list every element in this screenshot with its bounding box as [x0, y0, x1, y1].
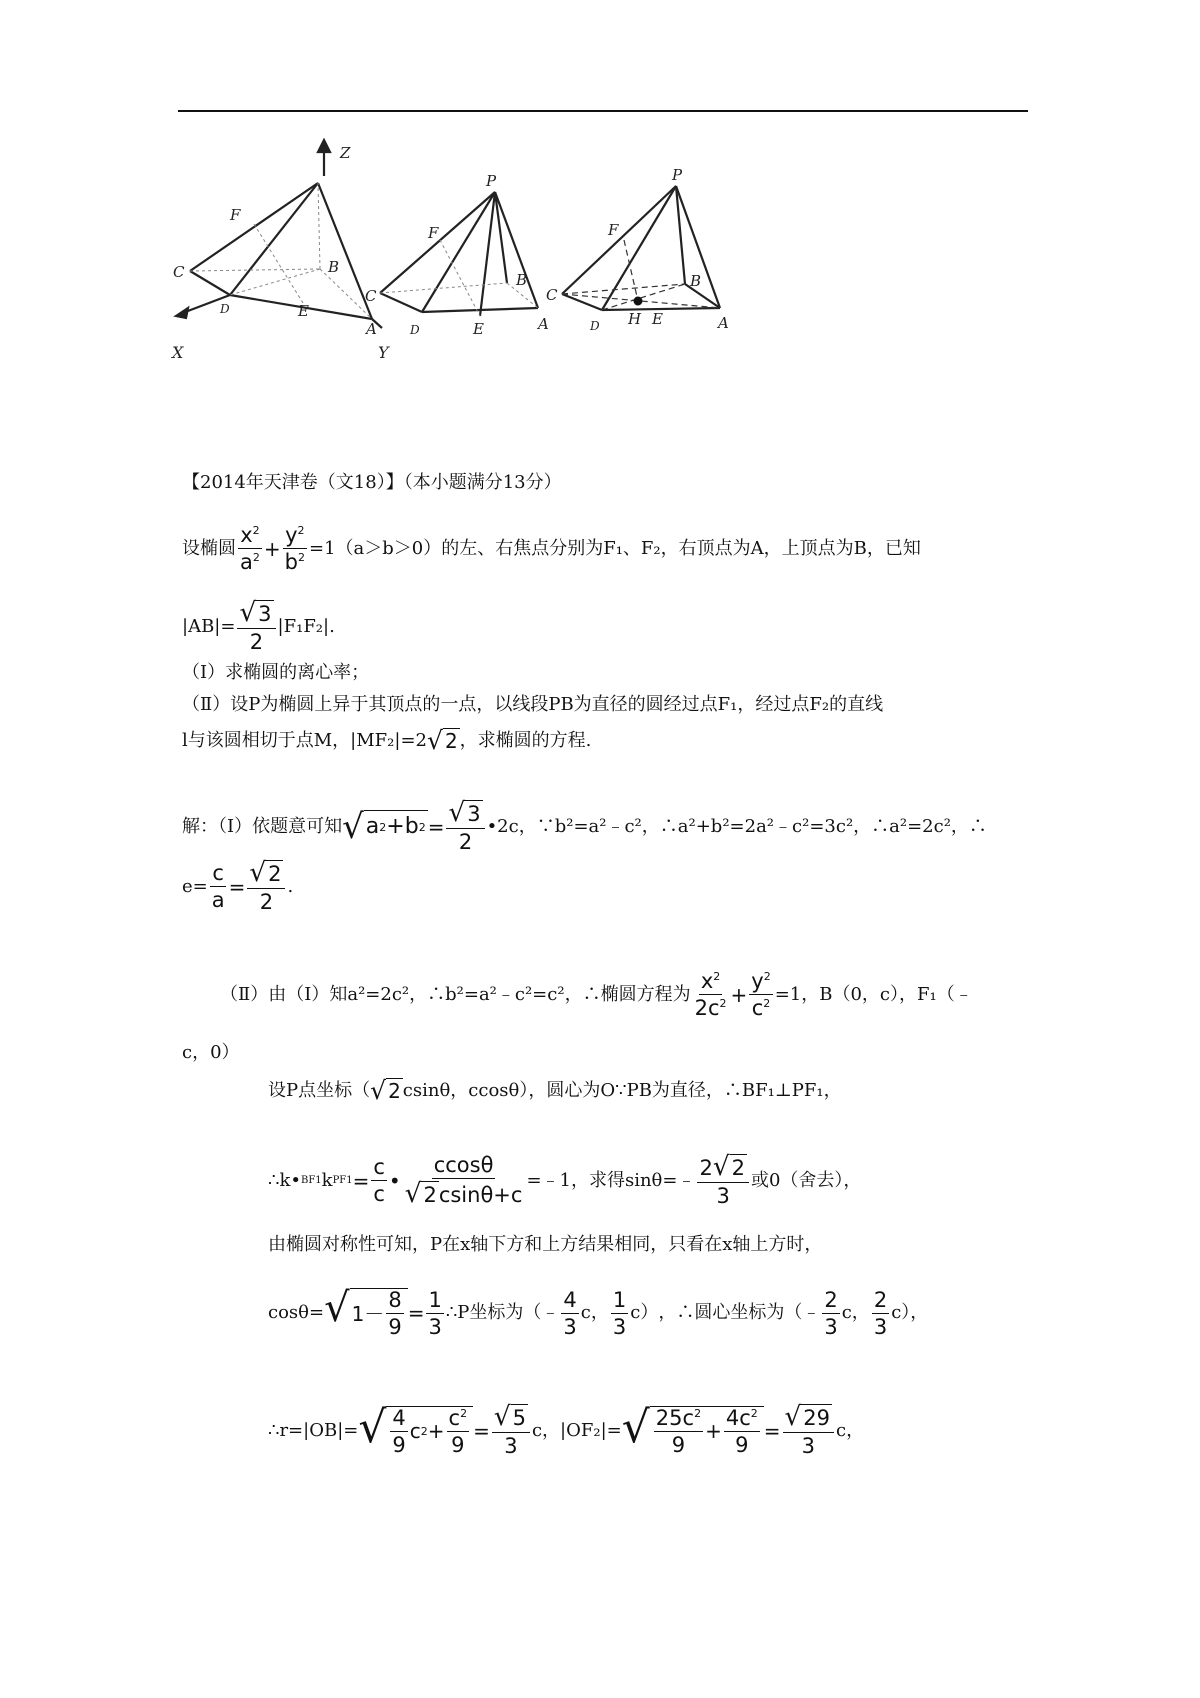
- axis-label-z: Z: [340, 144, 351, 162]
- point-h-dot: [634, 297, 643, 306]
- axis-label-y: Y: [378, 343, 389, 362]
- ab-condition-line: [182, 600, 335, 653]
- e-end: .: [287, 875, 294, 897]
- part2-text1: （Ⅱ）设P为椭圆上异于其顶点的一点，以线段PB为直径的圆经过点F₁，经过点F₂的直线: [182, 694, 884, 715]
- solution-line4: ∴k• BF1 k PF1 = $\frac{c}{c}$ • ccosθ √ 2 csinθ+c =﹣1，求得sinθ=﹣ 2 √ 2 3 或0（舍去），: [268, 1152, 862, 1210]
- c-over-a: $\frac{c}{a}$: [211, 861, 225, 913]
- fig1-label-a: A: [366, 320, 377, 338]
- fig3-label-b: B: [690, 272, 702, 290]
- solution-line5: [268, 1236, 822, 1254]
- part2-line1: [182, 696, 883, 714]
- s1-prefix: 解：（Ⅰ）依题意可知: [182, 815, 343, 837]
- s3-suffix: csinθ，ccosθ），圆心为O∵PB为直径，∴BF₁⊥PF₁，: [402, 1079, 842, 1101]
- two-thirds: $\frac{2}{3}$: [824, 1287, 838, 1339]
- s6-prefix: cosθ=: [268, 1302, 325, 1324]
- y2-over-b2: $\frac{y^2}{b^2}$: [284, 523, 305, 575]
- s2-suffix: =1，B（0，c），F₁（﹣: [774, 983, 973, 1005]
- solution-line2-cont: [182, 1044, 240, 1062]
- part1-text: （Ⅰ）求椭圆的离心率；: [182, 662, 370, 683]
- solution-line3: [268, 1078, 842, 1103]
- stmt-prefix: 设椭圆: [182, 537, 236, 559]
- s6-end: ），: [901, 1302, 929, 1324]
- s4-sub1: BF1: [300, 1174, 322, 1186]
- ab-prefix: |AB|=: [182, 615, 236, 637]
- part2-text2-prefix: l与该圆相切于点M，|MF₂|=2: [182, 729, 427, 751]
- one-third: $\frac{1}{3}$: [428, 1287, 442, 1339]
- stmt-suffix: =1（a＞b＞0）的左、右焦点分别为F₁、F₂，右顶点为A，上顶点为B，已知: [308, 537, 921, 559]
- fig3-label-p: P: [672, 166, 683, 184]
- fig3-label-e: E: [652, 310, 663, 328]
- solution-line7: ∴r=|OB|= √ $\frac{4}{9}$ c 2 + $\frac{c^2}{9}$ = √ 5 3 c ，|OF₂|= √ $\frac{25c^2}{9}$ + $\frac{4c^2}{9}$ = √ 29 3 c ，: [268, 1401, 865, 1459]
- solution-line2: （Ⅱ）由（Ⅰ）知a²=2c²，∴b²=a²﹣c²=c²，∴椭圆方程为 $\frac{x^2}{2c^2}$ + $\frac{y^2}{c^2}$ =1，B（0，c），F₁（﹣: [220, 969, 973, 1021]
- solution-line1: 解：（Ⅰ）依题意可知 √ a 2 +b 2 = √ 3 2 •2c，∵b²=a²﹣c²，∴a²+b²=2a²﹣c²=3c²，∴a²=2c²，∴: [182, 798, 987, 855]
- sqrt2: √ 2: [427, 726, 458, 755]
- s4-sub2: PF1: [332, 1174, 353, 1186]
- x2-over-a2: $\frac{x^2}{a^2}$: [240, 523, 260, 575]
- sqrt-1-minus-8-9: √ 1－ $\frac{8}{9}$: [324, 1288, 408, 1338]
- header-rule: [178, 110, 1028, 112]
- sqrt3-over-2: √ 3 2: [237, 600, 275, 653]
- problem-header: [182, 474, 562, 492]
- 2sqrt2-over-3: 2 √ 2 3: [697, 1154, 748, 1207]
- problem-header-text: 【2014年天津卷（文18）】（本小题满分13分）: [182, 472, 562, 493]
- fig2-label-d: D: [410, 323, 420, 337]
- sqrt-a2-plus-b2: √ a 2 +b 2: [342, 806, 426, 847]
- fig3-label-a: A: [718, 314, 729, 332]
- fig2-label-p: P: [486, 172, 497, 190]
- fig3-label-c: C: [546, 286, 558, 304]
- s4-prefix: ∴k•: [268, 1169, 301, 1191]
- sqrt-of2-expression: √ $\frac{25c^2}{9}$ + $\frac{4c^2}{9}$: [622, 1406, 764, 1456]
- fig1-label-c: C: [173, 263, 185, 281]
- fig1-label-e: E: [298, 302, 309, 320]
- s4-k: k: [321, 1169, 333, 1191]
- y2-over-c2: $\frac{y^2}{c^2}$: [751, 969, 771, 1021]
- part2-text2-suffix: ，求椭圆的方程.: [459, 729, 592, 751]
- x2-over-2c2: $\frac{x^2}{2c^2}$: [694, 969, 727, 1021]
- s2-prefix: （Ⅱ）由（Ⅰ）知a²=2c²，∴b²=a²﹣c²=c²，∴椭圆方程为: [220, 983, 691, 1005]
- part2-line2: [182, 728, 591, 753]
- s4-mid: =﹣1，求得sinθ=﹣: [526, 1169, 696, 1191]
- s6-mid2: ，∴圆心坐标为（﹣: [658, 1302, 821, 1324]
- sqrt29-over-3: √ 29 3: [783, 1404, 834, 1457]
- solution-e-line: e= $\frac{c}{a}$ = √ 2 2 .: [182, 858, 294, 915]
- four-thirds: $\frac{4}{3}$: [563, 1287, 577, 1339]
- e-prefix: e=: [182, 875, 208, 897]
- fig2-label-a: A: [538, 315, 549, 333]
- fig2-label-f: F: [428, 224, 439, 242]
- fig1-label-b: B: [328, 258, 340, 276]
- fig3-label-h: H: [628, 310, 642, 328]
- one-third-b: $\frac{1}{3}$: [612, 1287, 627, 1339]
- solution-line6: cosθ= √ 1－ $\frac{8}{9}$ = $\frac{1}{3}$ ∴P坐标为（﹣ $\frac{4}{3}$ c， $\frac{1}{3}$ c） ，∴圆心坐标为（﹣ $\frac{2}{3}$ c， $\frac{2}{3}$ c ），: [268, 1285, 929, 1340]
- fig2-label-c: C: [365, 287, 377, 305]
- sqrt3-over-2-b: √ 3 2: [446, 800, 484, 853]
- ab-suffix: |F₁F₂|.: [277, 615, 335, 637]
- s7-end: ，: [846, 1419, 865, 1441]
- fig1-label-f: F: [230, 206, 241, 224]
- s7-prefix: ∴r=|OB|=: [268, 1419, 359, 1441]
- problem-statement-line: 设椭圆 $\frac{x^2}{a^2}$ + $\frac{y^2}{b^2}$ =1（a＞b＞0）的左、右焦点分别为F₁、F₂，右顶点为A，上顶点为B，已知: [182, 523, 921, 575]
- sqrt2-c: √ 2: [370, 1076, 401, 1105]
- s4-suffix: 或0（舍去），: [750, 1169, 862, 1191]
- s5-text: 由椭圆对称性可知，P在x轴下方和上方结果相同，只看在x轴上方时，: [268, 1234, 823, 1255]
- s6-mid1: ∴P坐标为（﹣: [445, 1302, 560, 1324]
- two-thirds-b: $\frac{2}{3}$: [873, 1287, 888, 1339]
- s1-mid: •2c，∵b²=a²﹣c²，∴a²+b²=2a²﹣c²=3c²，∴a²=2c²，∴: [486, 815, 987, 837]
- s3-prefix: 设P点坐标（: [268, 1079, 371, 1101]
- s2-cont: c，0）: [182, 1042, 240, 1063]
- sqrt5-over-3: √ 5 3: [492, 1404, 530, 1457]
- fig3-label-f: F: [608, 221, 619, 239]
- s7-mid: ，|OF₂|=: [542, 1419, 622, 1441]
- part1-line: [182, 664, 369, 682]
- fig2-label-b: B: [516, 271, 528, 289]
- sqrt-r-expression: √ $\frac{4}{9}$ c 2 + $\frac{c^2}{9}$: [358, 1406, 473, 1456]
- c-over-c: $\frac{c}{c}$: [373, 1155, 385, 1207]
- pyramid-figures: [170, 138, 810, 368]
- fig3-label-d: D: [590, 319, 600, 333]
- sqrt2-over-2: √ 2 2: [247, 860, 285, 913]
- fig2-label-e: E: [473, 320, 484, 338]
- ccos-over-sqrt2csin-plus-c: ccosθ √ 2 csinθ+c: [404, 1153, 523, 1210]
- fig1-label-d: D: [220, 302, 230, 316]
- axis-label-x: X: [172, 343, 184, 362]
